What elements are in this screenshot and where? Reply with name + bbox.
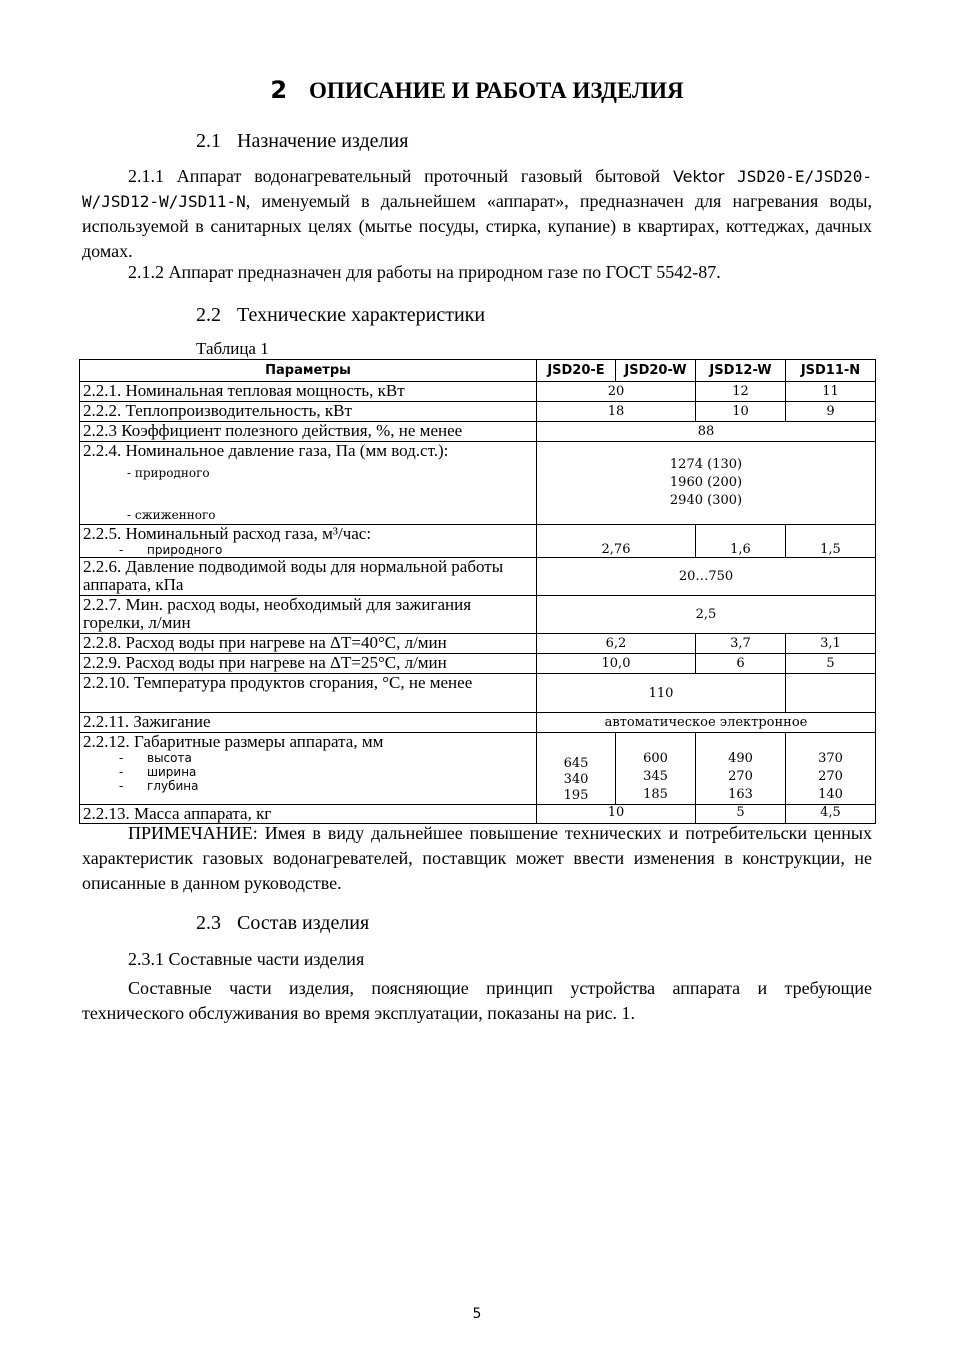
value-cell: 2,5 bbox=[537, 596, 876, 634]
value-cell bbox=[537, 733, 616, 805]
table-row bbox=[80, 634, 876, 654]
param-sub-height: - высота bbox=[119, 751, 192, 765]
table-row bbox=[80, 382, 876, 402]
table-row bbox=[80, 733, 876, 805]
paragraph-2-3-2 bbox=[82, 976, 872, 1026]
paragraph-number: 2.1.1 bbox=[128, 166, 164, 186]
value-cell: 10 bbox=[537, 805, 696, 824]
dim-value: 195 bbox=[563, 788, 589, 803]
param-sub-natural: - природного bbox=[127, 466, 210, 480]
paragraph-text: Аппарат предназначен для работы на природном газе по ГОСТ 5542-87. bbox=[168, 262, 721, 282]
paragraph-text-a: Аппарат водонагревательный проточный газовый бытовой bbox=[176, 166, 673, 186]
param-cell: 2.2.3 Коэффициент полезного действия, %, не менее bbox=[80, 422, 537, 442]
paragraph-text-b: , именуемый в дальнейшем «аппарат», предназначен для нагревания воды, используемой в санитарных целях (мытье посуды, стирка, купание) в квартирах, коттеджах, дачных домах. bbox=[82, 191, 872, 261]
value-cell: 18 bbox=[537, 402, 696, 422]
dim-value: 490 bbox=[728, 751, 753, 766]
subsection-title: Состав изделия bbox=[237, 912, 370, 934]
section-number: 2 bbox=[270, 76, 288, 104]
param-cell bbox=[80, 733, 537, 805]
dim-value: 340 bbox=[563, 772, 589, 787]
note-text: ПРИМЕЧАНИЕ: Имея в виду дальнейшее повышение технических и потребительски ценных характеристик газовых водонагревателей, поставщик может ввести изменения в конструкции, не описанные в данном руководстве. bbox=[82, 823, 872, 893]
page-number: 5 bbox=[472, 1306, 482, 1322]
param-title: 2.2.4. Номинальное давление газа, Па (мм вод.ст.): bbox=[83, 441, 449, 460]
dim-value: 185 bbox=[643, 787, 668, 802]
paragraph-2-1-1 bbox=[82, 164, 872, 264]
param-cell bbox=[80, 525, 537, 558]
header-jsd12-w: JSD12-W bbox=[696, 360, 786, 382]
value-cell: 2,76 bbox=[537, 525, 696, 558]
paragraph-text: Составные части изделия bbox=[168, 949, 365, 969]
table-header-row bbox=[80, 360, 876, 382]
table-row bbox=[80, 713, 876, 733]
subsection-title: Технические характеристики bbox=[237, 304, 486, 326]
dim-value: 600 bbox=[643, 751, 668, 766]
value-cell: 3,1 bbox=[786, 634, 876, 654]
brand-name: Vektor bbox=[672, 167, 725, 186]
param-cell bbox=[80, 442, 537, 525]
value-cell bbox=[537, 442, 876, 525]
param-cell: 2.2.10. Температура продуктов сгорания, °C, не менее bbox=[80, 674, 537, 713]
param-sub: - природного bbox=[119, 543, 223, 557]
dim-value: 270 bbox=[728, 769, 753, 784]
table-row bbox=[80, 558, 876, 596]
pressure-value-2: 1960 (200) bbox=[669, 475, 743, 490]
value-cell: 1,6 bbox=[696, 525, 786, 558]
table-row bbox=[80, 596, 876, 634]
table-row bbox=[80, 674, 876, 713]
subsection-heading-2-2 bbox=[196, 304, 485, 327]
dim-value: 163 bbox=[728, 787, 753, 802]
param-cell: 2.2.11. Зажигание bbox=[80, 713, 537, 733]
param-cell: 2.2.9. Расход воды при нагреве на ΔT=25°C, л/мин bbox=[80, 654, 537, 674]
param-sub-width: - ширина bbox=[119, 765, 197, 779]
paragraph-2-1-2 bbox=[82, 260, 872, 285]
table-row bbox=[80, 654, 876, 674]
table-caption: Таблица 1 bbox=[196, 339, 269, 358]
header-jsd11-n: JSD11-N bbox=[786, 360, 876, 382]
dim-value: 345 bbox=[643, 769, 668, 784]
dim-value: 645 bbox=[563, 756, 589, 771]
header-jsd20-e: JSD20-E bbox=[537, 360, 616, 382]
paragraph-text: Составные части изделия, поясняющие принцип устройства аппарата и требующие технического обслуживания во время эксплуатации, показаны на рис. 1. bbox=[82, 978, 872, 1023]
pressure-value-3: 2940 (300) bbox=[669, 493, 743, 508]
param-title: 2.2.12. Габаритные размеры аппарата, мм bbox=[83, 732, 384, 751]
header-jsd20-w: JSD20-W bbox=[616, 360, 696, 382]
param-cell: 2.2.1. Номинальная тепловая мощность, кВт bbox=[80, 382, 537, 402]
value-cell: 11 bbox=[786, 382, 876, 402]
dim-value: 370 bbox=[818, 751, 843, 766]
param-cell: 2.2.6. Давление подводимой воды для нормальной работы аппарата, кПа bbox=[80, 558, 537, 596]
value-cell: 1,5 bbox=[786, 525, 876, 558]
section-title: ОПИСАНИЕ И РАБОТА ИЗДЕЛИЯ bbox=[309, 78, 684, 103]
dim-value: 270 bbox=[818, 769, 843, 784]
value-cell: 10 bbox=[696, 402, 786, 422]
value-cell bbox=[696, 733, 786, 805]
param-sub-depth: - глубина bbox=[119, 779, 199, 793]
value-cell: 5 bbox=[696, 805, 786, 824]
subsection-title: Назначение изделия bbox=[237, 130, 409, 152]
value-cell: 5 bbox=[786, 654, 876, 674]
paragraph-number: 2.1.2 bbox=[128, 262, 164, 282]
param-cell: 2.2.8. Расход воды при нагреве на ΔT=40°C, л/мин bbox=[80, 634, 537, 654]
table-row bbox=[80, 422, 876, 442]
value-cell: 10,0 bbox=[537, 654, 696, 674]
value-cell: 3,7 bbox=[696, 634, 786, 654]
value-cell: 20…750 bbox=[537, 558, 876, 596]
table-row bbox=[80, 402, 876, 422]
subsection-number: 2.1 bbox=[196, 130, 221, 152]
subsection-number: 2.3 bbox=[196, 912, 221, 934]
value-cell: 6 bbox=[696, 654, 786, 674]
paragraph-2-3-1 bbox=[82, 947, 872, 972]
section-heading bbox=[0, 76, 954, 104]
value-cell: 9 bbox=[786, 402, 876, 422]
value-cell: 88 bbox=[537, 422, 876, 442]
value-cell: автоматическое электронное bbox=[537, 713, 876, 733]
param-cell: 2.2.13. Масса аппарата, кг bbox=[80, 805, 537, 824]
dim-value: 140 bbox=[818, 787, 843, 802]
param-title: 2.2.5. Номинальный расход газа, м³/час: bbox=[83, 524, 372, 543]
subsection-heading-2-1 bbox=[196, 130, 408, 153]
note-paragraph bbox=[82, 821, 872, 896]
value-cell-empty bbox=[786, 674, 876, 713]
value-cell bbox=[786, 733, 876, 805]
param-sub-liquefied: - сжиженного bbox=[127, 508, 216, 522]
value-cell: 110 bbox=[537, 674, 786, 713]
subsection-heading-2-3 bbox=[196, 912, 369, 935]
table-row bbox=[80, 525, 876, 558]
value-cell: 12 bbox=[696, 382, 786, 402]
param-cell: 2.2.2. Теплопроизводительность, кВт bbox=[80, 402, 537, 422]
model-list: JSD20-E/JSD20-W/JSD12-W/JSD11-N bbox=[82, 167, 873, 211]
value-cell: 6,2 bbox=[537, 634, 696, 654]
value-cell: 20 bbox=[537, 382, 696, 402]
param-cell: 2.2.7. Мин. расход воды, необходимый для зажигания горелки, л/мин bbox=[80, 596, 537, 634]
table-row bbox=[80, 442, 876, 525]
paragraph-number: 2.3.1 bbox=[128, 949, 164, 969]
value-cell bbox=[616, 733, 696, 805]
pressure-value-1: 1274 (130) bbox=[669, 457, 743, 472]
subsection-number: 2.2 bbox=[196, 304, 221, 326]
value-cell: 4,5 bbox=[786, 805, 876, 824]
header-parameters: Параметры bbox=[80, 360, 537, 382]
specifications-table bbox=[79, 359, 876, 824]
